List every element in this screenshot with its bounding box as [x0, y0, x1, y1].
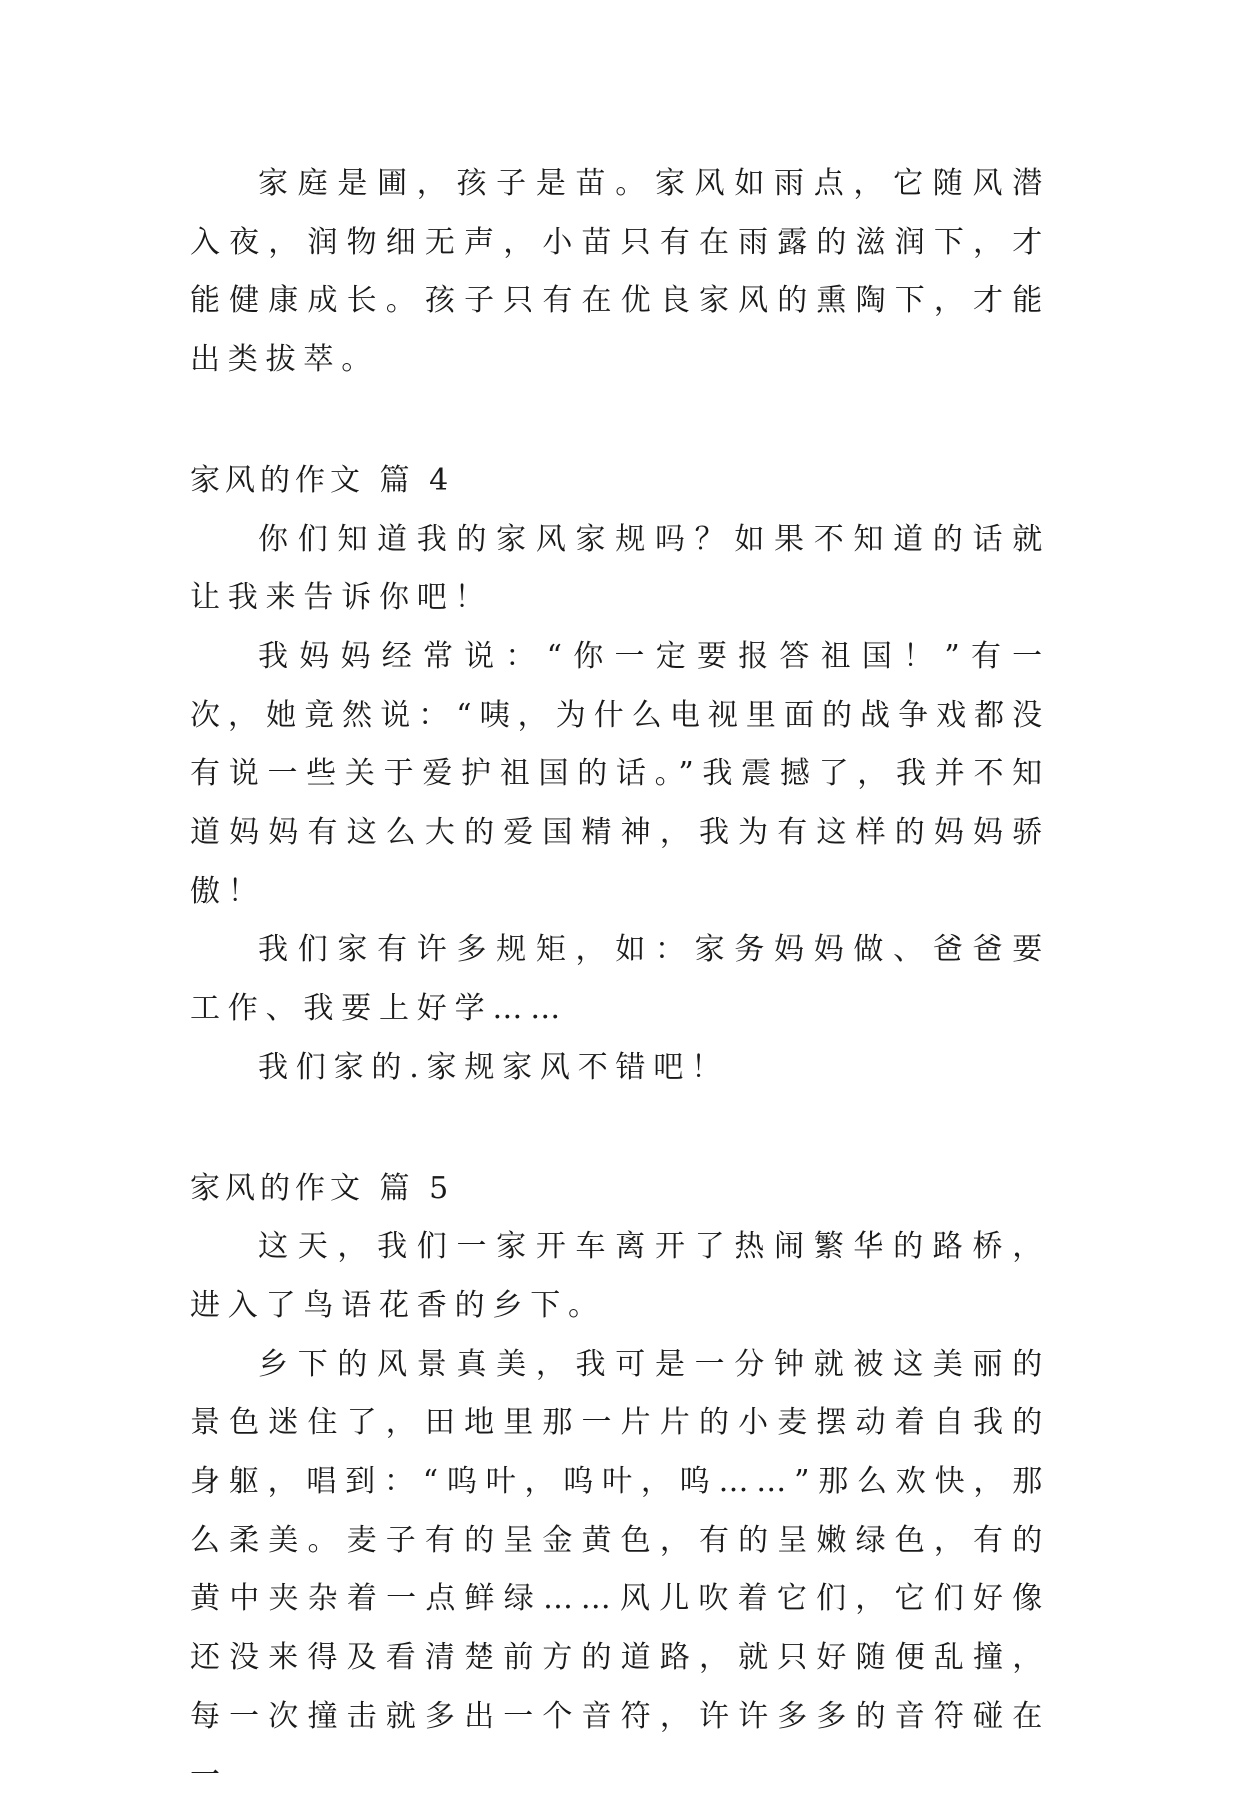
- paragraph: 我妈妈经常说：“你一定要报答祖国！”有一次，她竟然说：“咦，为什么电视里面的战争戏都没有说一些关于爱护祖国的话。”我震撼了，我并不知道妈妈有这么大的爱国精神，我为有这样的妈妈骄傲！: [190, 638, 1050, 909]
- document-body: [190, 155, 1050, 1805]
- paragraph: 家庭是圃，孩子是苗。家风如雨点，它随风潜入夜，润物细无声，小苗只有在雨露的滋润下，才能健康成长。孩子只有在优良家风的熏陶下，才能出类拔萃。: [190, 166, 1050, 378]
- paragraph: 我们家有许多规矩，如：家务妈妈做、爸爸要工作、我要上好学……: [190, 932, 1050, 1027]
- paragraph: 乡下的风景真美，我可是一分钟就被这美丽的景色迷住了，田地里那一片片的小麦摆动着自我的身躯，唱到：“呜叶，呜叶，呜……”那么欢快，那么柔美。麦子有的呈金黄色，有的呈嫩绿色，有的黄中夹杂着一点鲜绿……风儿吹着它们，它们好像还没来得及看清楚前方的道路，就只好随便乱撞，每一次撞击就多出一个音符，许许多多的音符碰在一: [190, 1346, 1050, 1793]
- section-spacer: [190, 1098, 1050, 1160]
- section-intro: [190, 155, 1050, 390]
- section-heading: 家风的作文 篇 4: [190, 462, 454, 498]
- section-essay-4: [190, 452, 1050, 1098]
- section-heading: 家风的作文 篇 5: [190, 1170, 454, 1206]
- paragraph: 这天，我们一家开车离开了热闹繁华的路桥，进入了鸟语花香的乡下。: [190, 1229, 1050, 1323]
- section-spacer: [190, 390, 1050, 452]
- section-essay-5: [190, 1160, 1050, 1805]
- paragraph: 我们家的.家规家风不错吧！: [258, 1049, 729, 1085]
- paragraph: 你们知道我的家风家规吗？如果不知道的话就让我来告诉你吧！: [190, 521, 1050, 616]
